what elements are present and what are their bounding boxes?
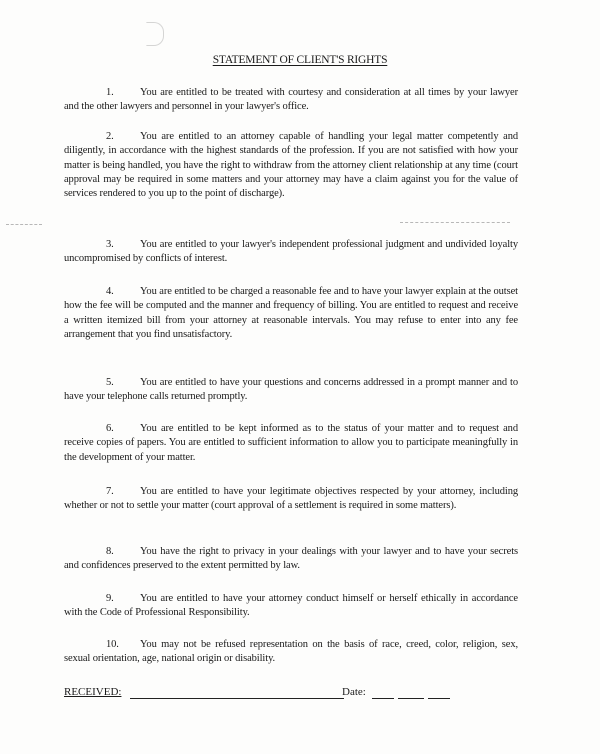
- date-label: Date:: [342, 686, 366, 698]
- rights-item-1: [64, 86, 518, 115]
- rights-item-9: [64, 592, 518, 621]
- document-title: STATEMENT OF CLIENT'S RIGHTS: [212, 54, 388, 66]
- rights-item-4: [64, 285, 518, 342]
- scan-artifact-mark: [146, 22, 164, 46]
- signature-footer: [64, 686, 518, 702]
- date-year-blank[interactable]: [428, 698, 450, 699]
- rights-item-2: [64, 130, 518, 201]
- item-text: You are entitled to have your questions and concerns addressed in a prompt manner and to have your telephone calls returned promptly.: [64, 377, 518, 403]
- item-number: 1.: [106, 87, 114, 98]
- item-number: 10.: [106, 639, 119, 650]
- item-text: You are entitled to be charged a reasonable fee and to have your lawyer explain at the outset how the fee will be computed and the manner and frequency of billing. You are entitled to request and receive a written itemized bill from your attorney at reasonable intervals. You may refuse to enter into any fee arrangement that you find unsatisfactory.: [64, 286, 518, 340]
- scan-artifact-dash: [6, 224, 42, 225]
- item-text: You are entitled to have your attorney conduct himself or herself ethically in accordance with the Code of Professional Responsibility.: [64, 593, 518, 619]
- item-number: 4.: [106, 286, 114, 297]
- item-text: You are entitled to have your legitimate objectives respected by your attorney, including whether or not to settle your matter (court approval of a settlement is required in some matters).: [64, 486, 518, 512]
- item-text: You are entitled to your lawyer's independent professional judgment and undivided loyalty uncompromised by conflicts of interest.: [64, 239, 518, 265]
- item-text: You have the right to privacy in your dealings with your lawyer and to have your secrets and confidences preserved to the extent permitted by law.: [64, 546, 518, 572]
- item-text: You may not be refused representation on the basis of race, creed, color, religion, sex, sexual orientation, age, national origin or disability.: [64, 639, 518, 665]
- item-text: You are entitled to an attorney capable of handling your legal matter competently and diligently, in accordance with the highest standards of the profession. If you are not satisfied with how your matter is being handled, you have the right to withdraw from the attorney client relationship at any time (court approval may be required in some matters and your attorney may have a claim against you for the value of services rendered to you up to the point of discharge).: [64, 131, 518, 200]
- item-number: 7.: [106, 486, 114, 497]
- rights-item-5: [64, 376, 518, 405]
- item-text: You are entitled to be kept informed as to the status of your matter and to request and receive copies of papers. You are entitled to sufficient information to allow you to participate meaningfully in the development of your matter.: [64, 423, 518, 463]
- item-text: You are entitled to be treated with courtesy and consideration at all times by your lawyer and the other lawyers and personnel in your lawyer's office.: [64, 87, 518, 113]
- rights-item-7: [64, 485, 518, 514]
- rights-item-3: [64, 238, 518, 267]
- scan-artifact-dash: [400, 222, 510, 223]
- item-number: 3.: [106, 239, 114, 250]
- rights-item-10: [64, 638, 518, 667]
- received-label: RECEIVED:: [64, 686, 122, 698]
- item-number: 2.: [106, 131, 114, 142]
- item-number: 5.: [106, 377, 114, 388]
- date-day-blank[interactable]: [398, 698, 424, 699]
- date-month-blank[interactable]: [372, 698, 394, 699]
- received-signature-line[interactable]: [130, 698, 344, 699]
- item-number: 9.: [106, 593, 114, 604]
- item-number: 8.: [106, 546, 114, 557]
- rights-item-8: [64, 545, 518, 574]
- item-number: 6.: [106, 423, 114, 434]
- rights-item-6: [64, 422, 518, 465]
